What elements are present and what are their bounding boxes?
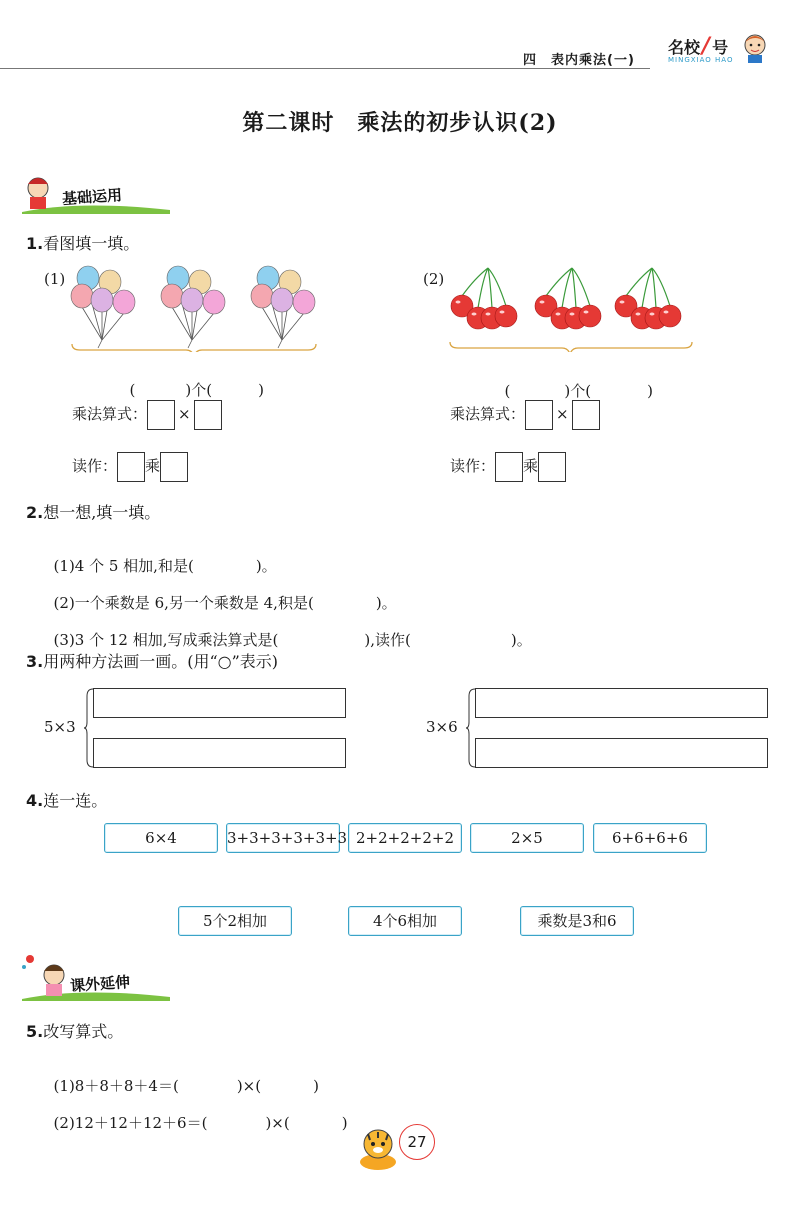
multiplication-label: 乘法算式： xyxy=(72,405,148,423)
q2-item-2 xyxy=(44,574,397,613)
drawing-area[interactable] xyxy=(475,688,768,718)
question-number: 2. xyxy=(26,503,44,522)
item-text: ),读作( xyxy=(364,631,411,649)
cherry-stem xyxy=(462,268,488,296)
item-text: (2)12＋12＋12＋6＝( xyxy=(53,1114,208,1132)
paren-open: ( xyxy=(129,381,136,399)
match-card-top[interactable]: 2×5 xyxy=(470,823,584,853)
times-sign: × xyxy=(178,405,191,423)
item-text: (1)4 个 5 相加,和是( xyxy=(53,557,194,575)
cherry-stem xyxy=(572,268,576,308)
item-text: )×( xyxy=(265,1114,290,1132)
balloon-string xyxy=(82,307,102,340)
answer-box[interactable] xyxy=(117,452,145,482)
q1-part2-multiplication xyxy=(450,400,600,430)
balloon xyxy=(181,288,203,312)
multiplication-label: 乘法算式： xyxy=(450,405,526,423)
answer-box[interactable] xyxy=(147,400,175,430)
paren-mid: )个( xyxy=(185,381,213,399)
question-2 xyxy=(26,500,160,523)
drawing-area[interactable] xyxy=(475,738,768,768)
times-sign: × xyxy=(556,405,569,423)
brand-subtitle: MINGXIAO HAO xyxy=(668,56,734,64)
q1-part1-reading xyxy=(72,452,188,482)
header-rule xyxy=(0,68,650,69)
page-number-badge xyxy=(399,1124,435,1160)
question-1 xyxy=(26,231,139,254)
match-card-bottom[interactable]: 4个6相加 xyxy=(348,906,462,936)
mascot-boy-icon xyxy=(738,30,772,64)
item-text: (1)8＋8＋8＋4＝( xyxy=(53,1077,179,1095)
brand-text-2: 号 xyxy=(712,38,729,57)
cherry-stem xyxy=(652,268,656,308)
reading-label: 读作： xyxy=(450,457,496,475)
balloon-string xyxy=(192,313,214,340)
cherry-highlight xyxy=(486,313,491,316)
paren-close: ) xyxy=(258,381,264,399)
question-4 xyxy=(26,788,107,811)
match-card-top[interactable]: 6×4 xyxy=(104,823,218,853)
page-title: 第二课时 乘法的初步认识(2) xyxy=(242,110,558,136)
balloon-string xyxy=(282,313,304,340)
tiger-mascot-icon xyxy=(356,1124,404,1172)
match-card-top[interactable]: 2+2+2+2+2 xyxy=(348,823,462,853)
cherry-highlight xyxy=(556,313,561,316)
cherry-stem xyxy=(626,268,652,296)
item-text: )。 xyxy=(510,631,532,649)
cherry-stem xyxy=(546,268,572,296)
answer-box[interactable] xyxy=(525,400,553,430)
cherry xyxy=(495,305,517,327)
item-text: (2)一个乘数是 6,另一个乘数是 4,积是( xyxy=(53,594,314,612)
balloon-string xyxy=(98,340,102,348)
cherry-highlight xyxy=(620,301,625,304)
cherry-highlight xyxy=(636,313,641,316)
reading-mid: 乘 xyxy=(145,457,161,475)
match-card-top[interactable]: 3+3+3+3+3+3 xyxy=(226,823,340,853)
item-text: )。 xyxy=(375,594,397,612)
balloon-string xyxy=(278,340,282,348)
balloon xyxy=(203,290,225,314)
q2-item-3 xyxy=(44,611,532,650)
paren-open: ( xyxy=(504,382,511,400)
drawing-area[interactable] xyxy=(93,688,346,718)
question-number: 1. xyxy=(26,234,44,253)
item-text: )。 xyxy=(255,557,277,575)
balloon xyxy=(91,288,113,312)
balloons-illustration xyxy=(68,262,320,352)
question-prompt: 看图填一填。 xyxy=(43,234,140,253)
balloon xyxy=(251,284,273,308)
balloon xyxy=(161,284,183,308)
cherry-highlight xyxy=(456,301,461,304)
cherry-highlight xyxy=(500,311,505,314)
section-title-extend: 课外延伸 xyxy=(69,972,131,996)
question-number: 4. xyxy=(26,791,44,810)
answer-box[interactable] xyxy=(495,452,523,482)
page-number: 27 xyxy=(407,1133,427,1151)
q2-item-1 xyxy=(44,537,277,576)
q3-right-expression: 3×6 xyxy=(426,718,458,736)
reading-label: 读作： xyxy=(72,457,118,475)
cherry-highlight xyxy=(540,301,545,304)
question-prompt: 连一连。 xyxy=(43,791,108,810)
paren-close: ) xyxy=(647,382,653,400)
balloon-string xyxy=(262,307,282,340)
q1-part1-multiplication xyxy=(72,400,222,430)
cherry xyxy=(659,305,681,327)
answer-box[interactable] xyxy=(538,452,566,482)
reading-mid: 乘 xyxy=(523,457,539,475)
cherry-stem xyxy=(488,268,492,308)
balloon-string xyxy=(102,313,124,340)
group-brace xyxy=(450,342,692,352)
drawing-area[interactable] xyxy=(93,738,346,768)
question-prompt: 改写算式。 xyxy=(43,1022,124,1041)
answer-box[interactable] xyxy=(194,400,222,430)
q1-part2-reading xyxy=(450,452,566,482)
section-badge-basic xyxy=(20,170,172,214)
balloon-string xyxy=(172,307,192,340)
section-title-basic: 基础运用 xyxy=(61,185,123,209)
balloon xyxy=(113,290,135,314)
match-card-bottom[interactable]: 乘数是3和6 xyxy=(520,906,634,936)
question-number: 3. xyxy=(26,652,44,671)
q1-part1-label: (1) xyxy=(44,270,66,288)
question-prompt: 想一想,填一填。 xyxy=(43,503,161,522)
section-badge-extend xyxy=(20,953,172,1001)
q5-item-2 xyxy=(44,1094,348,1133)
q5-item-1 xyxy=(44,1057,319,1096)
question-5 xyxy=(26,1019,123,1042)
balloon xyxy=(271,288,293,312)
paren-mid: )个( xyxy=(564,382,592,400)
question-number: 5. xyxy=(26,1022,44,1041)
item-text: ) xyxy=(341,1114,348,1132)
match-card-top[interactable]: 6+6+6+6 xyxy=(593,823,707,853)
brand-sep: / xyxy=(702,34,711,59)
cherries-illustration xyxy=(448,262,700,352)
question-prompt: 用两种方法画一画。(用“○”表示) xyxy=(43,652,279,671)
brand-text: 名校 xyxy=(668,38,701,57)
q3-left-expression: 5×3 xyxy=(44,718,76,736)
cherry-highlight xyxy=(570,313,575,316)
question-3 xyxy=(26,649,278,672)
chapter-heading: 四 表内乘法(一) xyxy=(523,53,635,68)
balloon xyxy=(293,290,315,314)
answer-box[interactable] xyxy=(572,400,600,430)
answer-box[interactable] xyxy=(160,452,188,482)
q1-part2-label: (2) xyxy=(423,270,445,288)
item-text: (3)3 个 12 相加,写成乘法算式是( xyxy=(53,631,279,649)
cherry-highlight xyxy=(650,313,655,316)
item-text: )×( xyxy=(236,1077,262,1095)
cherry-highlight xyxy=(584,311,589,314)
item-text: ) xyxy=(313,1077,319,1095)
q1-part1-group-blank[interactable] xyxy=(120,361,264,400)
match-card-bottom[interactable]: 5个2相加 xyxy=(178,906,292,936)
cherry-highlight xyxy=(664,311,669,314)
balloon xyxy=(71,284,93,308)
q1-part2-group-blank[interactable] xyxy=(495,362,653,401)
cherry-highlight xyxy=(472,313,477,316)
cherry xyxy=(579,305,601,327)
balloon-string xyxy=(188,340,192,348)
cherry-stem xyxy=(562,268,572,308)
cherry-stem xyxy=(642,268,652,308)
cherry-stem xyxy=(478,268,488,308)
